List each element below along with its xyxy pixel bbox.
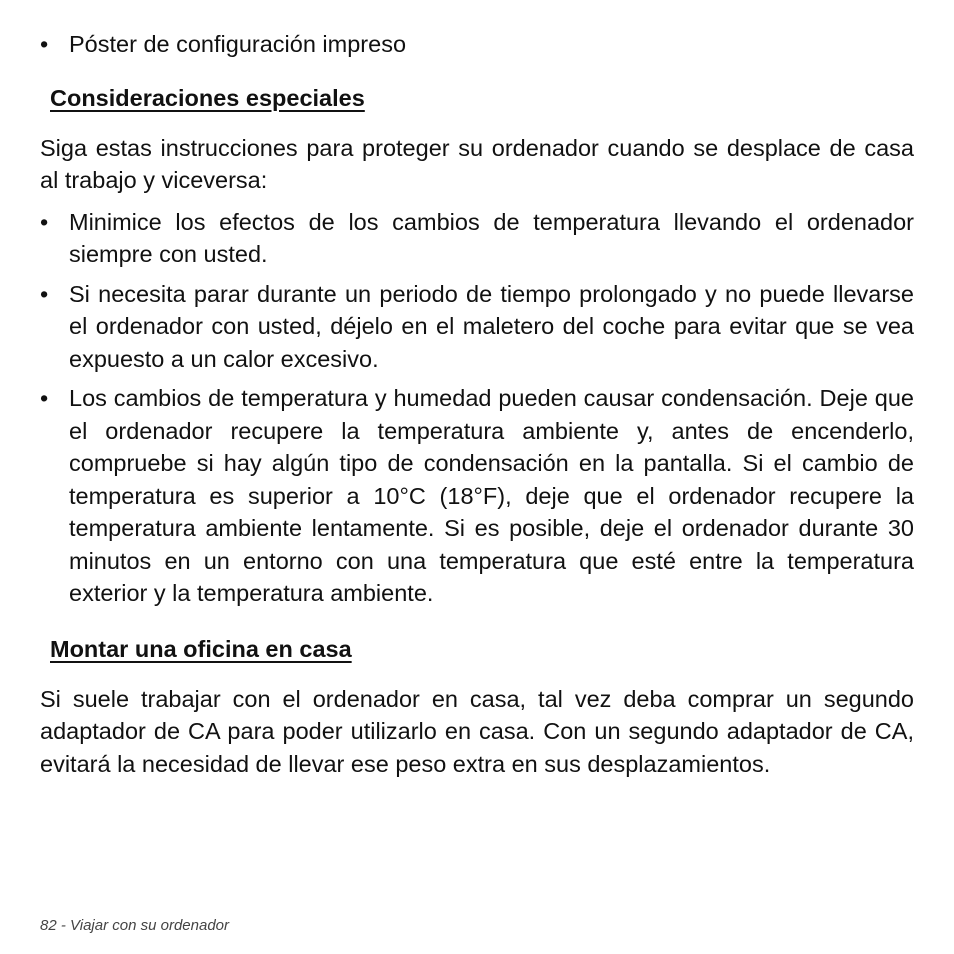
- section-heading-consideraciones: Consideraciones especiales: [50, 84, 365, 111]
- section-body-paragraph: Si suele trabajar con el ordenador en casa, tal vez deba comprar un segundo adaptador de CA para poder utilizarlo en casa. Con un segundo adaptador de CA, evitará la necesidad de llevar ese peso extra en sus desplazamientos.: [40, 685, 914, 777]
- list-item: [40, 206, 914, 271]
- considerations-bullet-list: [40, 206, 914, 610]
- bullet-icon: •: [40, 208, 49, 235]
- section-intro-paragraph: Siga estas instrucciones para proteger su ordenador cuando se desplace de casa al trabajo y viceversa:: [40, 134, 914, 193]
- bullet-icon: •: [40, 31, 49, 57]
- list-item-text: Si necesita parar durante un periodo de tiempo prolongado y no puede llevarse el ordenador con usted, déjelo en el maletero del coche para evitar que se vea expuesto a un calor excesivo.: [69, 280, 914, 372]
- bullet-icon: •: [40, 385, 49, 411]
- document-page: [40, 28, 914, 789]
- intro-bullet-list: [40, 28, 914, 61]
- list-item: [40, 278, 914, 376]
- bullet-icon: •: [40, 280, 49, 307]
- list-item-text: Minimice los efectos de los cambios de temperatura llevando el ordenador siempre con usted.: [69, 208, 914, 267]
- section-heading-oficina: Montar una oficina en casa: [50, 635, 352, 662]
- list-item: [40, 382, 914, 610]
- list-item: [40, 28, 914, 61]
- list-item-text: Los cambios de temperatura y humedad pueden causar condensación. Deje que el ordenador recupere la temperatura ambiente y, antes de encenderlo, compruebe si hay algún tipo de condensación en la pantalla. Si el cambio de temperatura es superior a 10°C (18°F), deje que el ordenador recupere la temperatura ambiente lentamente. Si es posible, deje el ordenador durante 30 minutos en un entorno con una temperatura que esté entre la temperatura exterior y la temperatura ambiente.: [69, 385, 914, 606]
- list-item-text: Póster de configuración impreso: [69, 31, 407, 57]
- page-footer: 82 - Viajar con su ordenador: [40, 917, 230, 934]
